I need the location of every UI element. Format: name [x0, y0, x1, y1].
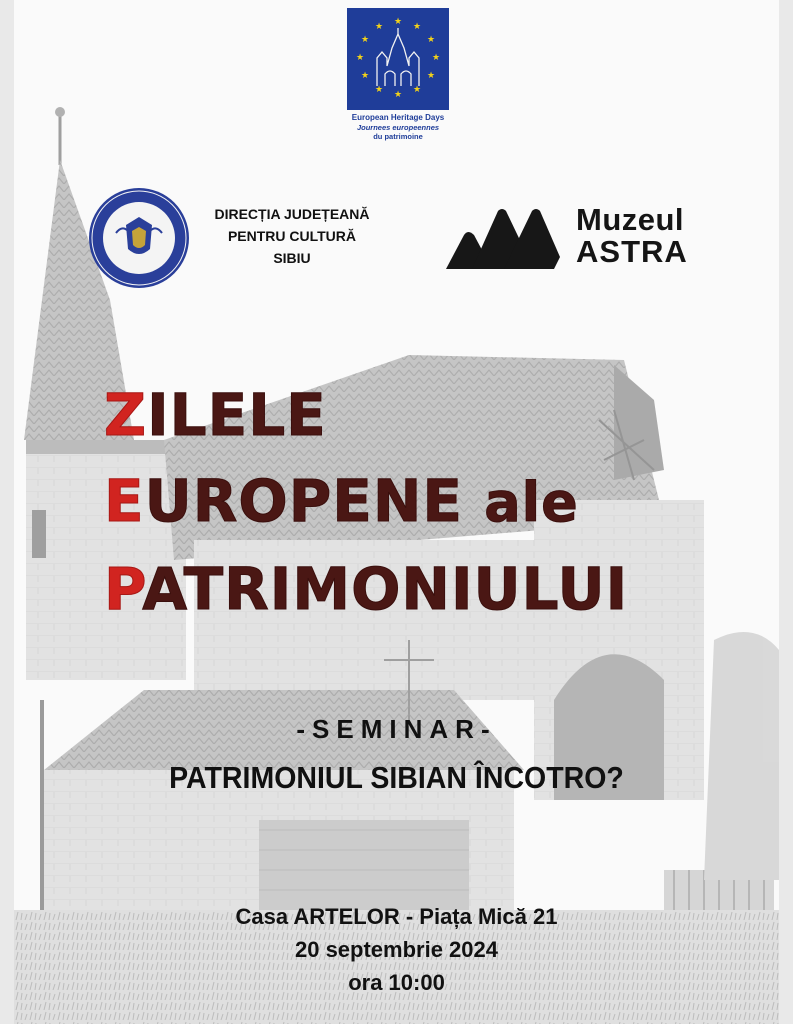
- title-initial-e: E: [104, 467, 145, 535]
- title-word-zilele: ILELE: [147, 381, 327, 449]
- title-word-patrimoniului: ATRIMONIULUI: [142, 555, 629, 623]
- svg-text:★: ★: [427, 71, 436, 81]
- event-details: [14, 900, 779, 999]
- astra-name: [576, 204, 688, 268]
- event-title: [104, 372, 628, 632]
- eu-heritage-flag: [347, 8, 449, 110]
- event-time: ora 10:00: [348, 970, 445, 995]
- seminar-subject: PATRIMONIUL SIBIAN ÎNCOTRO?: [169, 760, 624, 795]
- eu-stars-castle-icon: [347, 8, 449, 110]
- astra-name-line-1: Muzeul: [576, 202, 685, 237]
- title-initial-z: Z: [104, 381, 148, 449]
- screen-frame-left: [0, 0, 14, 1024]
- svg-text:★: ★: [356, 53, 365, 63]
- title-line-2: [104, 458, 628, 546]
- title-word-ale: ale: [484, 471, 579, 534]
- screen-frame-right: [779, 0, 793, 1024]
- svg-text:★: ★: [427, 35, 436, 45]
- astra-name-line-2: ASTRA: [576, 234, 688, 269]
- svg-text:★: ★: [375, 85, 384, 95]
- svg-text:★: ★: [413, 22, 422, 32]
- eu-heritage-caption: [314, 112, 482, 141]
- title-initial-p: P: [104, 555, 143, 623]
- svg-text:★: ★: [432, 53, 441, 63]
- title-word-europene: UROPENE: [144, 467, 463, 535]
- government-seal-logo: [86, 185, 192, 291]
- title-line-3: [104, 546, 628, 632]
- title-line-1: [104, 372, 628, 458]
- event-date: 20 septembrie 2024: [294, 937, 499, 962]
- astra-logo-mark: [446, 207, 560, 269]
- directia-line-1: DIRECȚIA JUDEȚEANĂ: [214, 206, 370, 222]
- svg-text:★: ★: [375, 22, 384, 32]
- eu-caption-english: European Heritage Days: [351, 113, 445, 122]
- svg-text:★: ★: [394, 17, 403, 27]
- svg-text:★: ★: [413, 85, 422, 95]
- eu-caption-french-2: du patrimoine: [373, 132, 423, 141]
- svg-text:★: ★: [361, 35, 370, 45]
- directia-line-2: PENTRU CULTURĂ: [227, 228, 357, 244]
- event-venue: Casa ARTELOR - Piața Mică 21: [235, 904, 558, 929]
- eu-caption-french-1: Journees europeennes: [356, 123, 440, 132]
- svg-text:★: ★: [361, 71, 370, 81]
- svg-text:★: ★: [394, 90, 403, 100]
- directia-judeteana: [192, 203, 392, 269]
- poster: [14, 0, 779, 1024]
- directia-line-3: SIBIU: [273, 250, 311, 266]
- seminar-label: -SEMINAR-: [296, 714, 497, 744]
